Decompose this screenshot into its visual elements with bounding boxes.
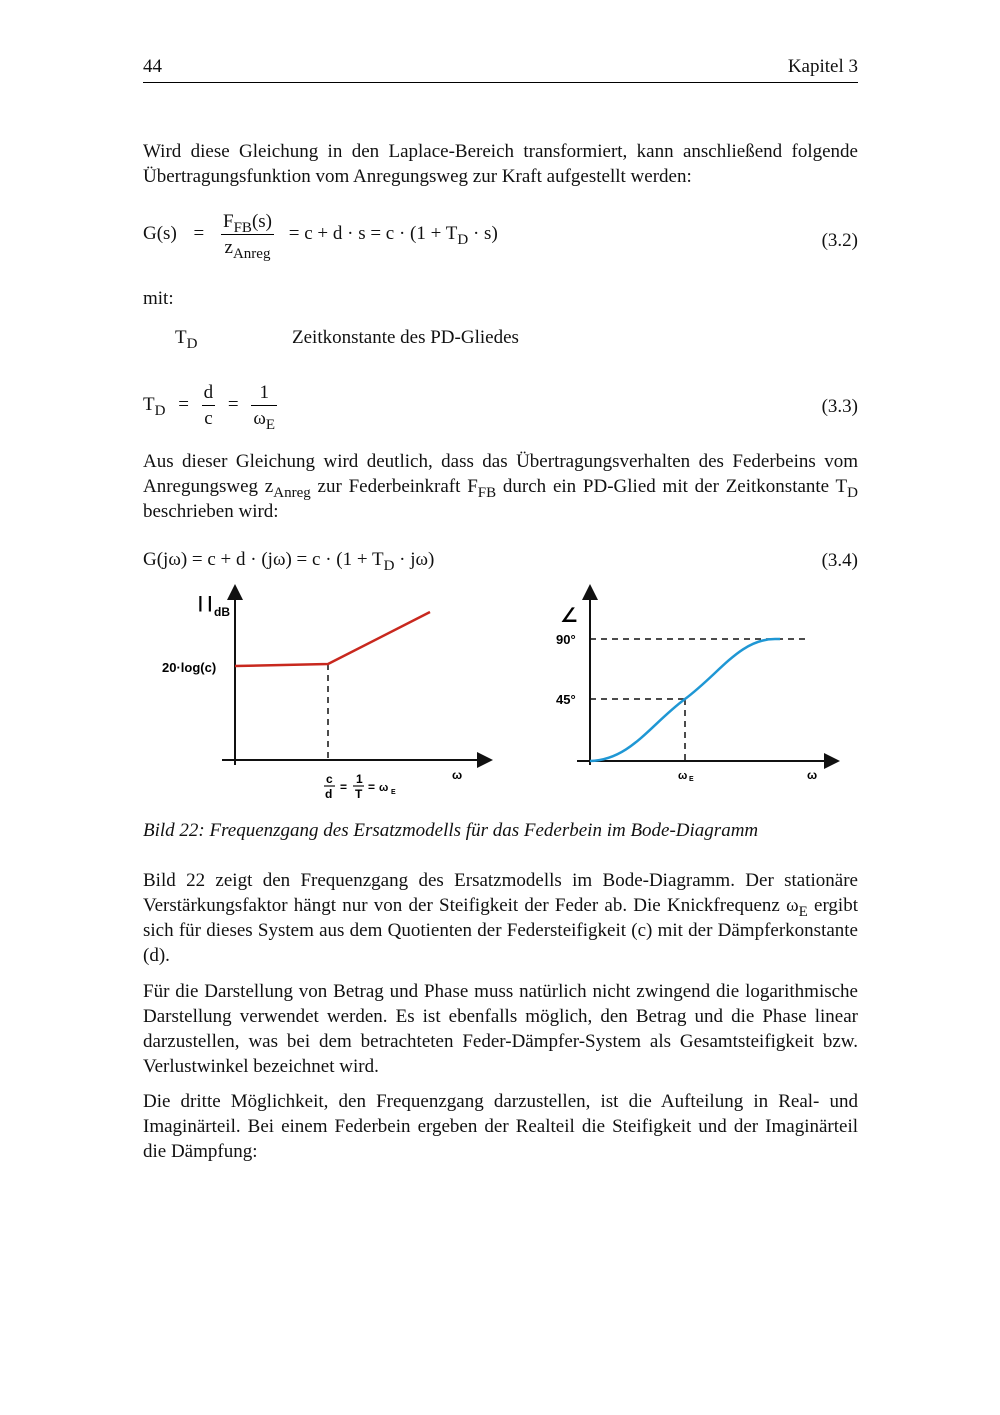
equation-number-3-2: (3.2) <box>821 230 858 251</box>
para2-t3: durch ein PD-Glied mit der Zeitkonstante T <box>496 476 848 497</box>
magnitude-plot <box>162 592 485 801</box>
paragraph-3 <box>143 868 858 968</box>
phase-tick-45: 45° <box>556 692 576 707</box>
eq33-f2-den-main: ω <box>253 408 266 429</box>
eq33-lhs-main: T <box>143 393 155 415</box>
paragraph-5 <box>143 1089 858 1164</box>
eq32-rhs-sub: D <box>457 231 469 248</box>
symbol-main: T <box>175 327 187 348</box>
eq32-lhs: G(s) <box>143 222 177 244</box>
mag-ylabel-sub: dB <box>214 605 230 619</box>
mag-corner-omega-sub: E <box>391 789 396 796</box>
page-number: 44 <box>143 56 162 77</box>
eq34-text2: · jω) <box>394 549 435 570</box>
mag-level-label: 20·log(c) <box>162 660 217 675</box>
para5-text: Die dritte Möglichkeit, den Frequenzgang darzustellen, ist die Aufteilung in Real- und Imaginärteil. Bei einem Federbein ergeben der Realteil die Steifigkeit und der Imaginärteil die Dämpfung: <box>143 1091 858 1162</box>
mit-label: mit: <box>143 288 174 309</box>
mag-corner-eq-2: = <box>368 780 376 794</box>
paragraph-2 <box>143 449 858 524</box>
eq33-lhs-sub: D <box>154 402 166 419</box>
eq33-equals-2: = <box>227 393 239 415</box>
phase-corner-omega-sub: E <box>689 776 694 783</box>
intro-paragraph <box>143 139 858 189</box>
eq33-f1-den: c <box>204 408 213 429</box>
bode-diagram <box>140 580 860 810</box>
para2-text <box>143 449 858 524</box>
para2-t2: zur Federbeinkraft F <box>310 476 478 497</box>
phase-ylabel: ∠ <box>560 605 578 627</box>
symbol-sub: D <box>186 336 198 352</box>
para2-s1: Anreg <box>273 485 311 501</box>
equation-3-2 <box>143 211 498 262</box>
mag-corner-1: 1 <box>356 772 363 786</box>
para2-s2: FB <box>477 485 497 501</box>
eq32-rhs1: = c + d · s = c · (1 + T <box>288 222 458 244</box>
para3-s1: E <box>798 904 808 920</box>
eq33-f2-num: 1 <box>259 382 269 403</box>
equation-number-3-4: (3.4) <box>821 550 858 571</box>
header-rule <box>143 82 858 83</box>
eq32-num-sub: FB <box>233 220 252 236</box>
mag-corner-d: d <box>325 787 333 801</box>
mag-corner-t: T <box>355 787 363 801</box>
para3-text <box>143 868 858 968</box>
eq33-fraction-1 <box>202 383 216 428</box>
paragraph-4 <box>143 979 858 1079</box>
phase-plot <box>556 592 832 783</box>
intro-text: Wird diese Gleichung in den Laplace-Bereich transformiert, kann anschließend folgende Übertragungsfunktion vom Anregungsweg zur Kraft aufgestellt werden: <box>143 141 858 187</box>
phase-xlabel: ω <box>807 768 818 782</box>
eq34-text1: G(jω) = c + d · (jω) = c · (1 + T <box>143 549 384 570</box>
para2-s3: D <box>847 485 859 501</box>
mag-corner-c: c <box>326 772 333 786</box>
eq33-f2-bar <box>251 405 277 406</box>
equation-3-3 <box>143 382 277 433</box>
phase-tick-90: 90° <box>556 632 576 647</box>
eq33-f1-bar <box>202 405 216 406</box>
para2-t4: beschrieben wird: <box>143 501 279 522</box>
eq32-fraction <box>221 211 274 262</box>
para4-text: Für die Darstellung von Betrag und Phase muss natürlich nicht zwingend die logarithmische Darstellung verwendet werden. Es ist ebenfalls möglich, den Betrag und die Phase linear darzustellen, was bei dem betrachteten Feder-Dämpfer-System als Gesamtsteifigkeit bzw. Verlustwinkel bezeichnet wird. <box>143 981 858 1077</box>
symbol-td <box>175 327 198 352</box>
para2-t1: Aus dieser Gleichung wird deutlich, dass das Übertragungsverhalten des Federbeins vom Anregungsweg z <box>143 451 858 497</box>
para3-t2: ergibt sich für dieses System aus dem Quotienten der Federsteifigkeit (c) mit der Dämpferkonstante (d). <box>143 895 858 966</box>
eq32-den-sub: Anreg <box>232 246 271 262</box>
equation-3-4 <box>143 549 435 574</box>
mag-corner-eq-1: = <box>340 780 348 794</box>
eq34-sub: D <box>383 558 395 574</box>
mag-xlabel: ω <box>452 768 463 782</box>
equation-number-3-3: (3.3) <box>821 396 858 417</box>
mag-curve <box>235 612 430 666</box>
eq33-f1-num: d <box>203 382 214 403</box>
eq32-num-tail: (s) <box>251 211 272 232</box>
mag-ylabel-bars: | | <box>198 593 213 612</box>
phase-corner-omega: ω <box>678 770 688 782</box>
para3-t1: Bild 22 zeigt den Frequenzgang des Ersatzmodells im Bode-Diagramm. Der stationäre Verstärkungsfaktor hängt nur von der Steifigkeit der Feder ab. Die Knickfrequenz ω <box>143 870 858 916</box>
phase-curve <box>590 639 780 761</box>
figure-caption: Bild 22: Frequenzgang des Ersatzmodells für das Federbein im Bode-Diagramm <box>143 820 759 841</box>
mag-corner-omega: ω <box>379 782 389 794</box>
eq33-f2-den-sub: E <box>265 417 276 433</box>
eq33-fraction-2 <box>251 382 277 433</box>
eq32-den-main: z <box>224 237 233 258</box>
eq32-rhs2: · s) <box>468 222 498 244</box>
chapter-title: Kapitel 3 <box>787 56 858 77</box>
eq33-equals-1: = <box>178 393 189 415</box>
eq32-equals: = <box>193 222 205 244</box>
eq32-num-main: F <box>223 211 234 232</box>
symbol-description: Zeitkonstante des PD-Gliedes <box>292 327 519 348</box>
